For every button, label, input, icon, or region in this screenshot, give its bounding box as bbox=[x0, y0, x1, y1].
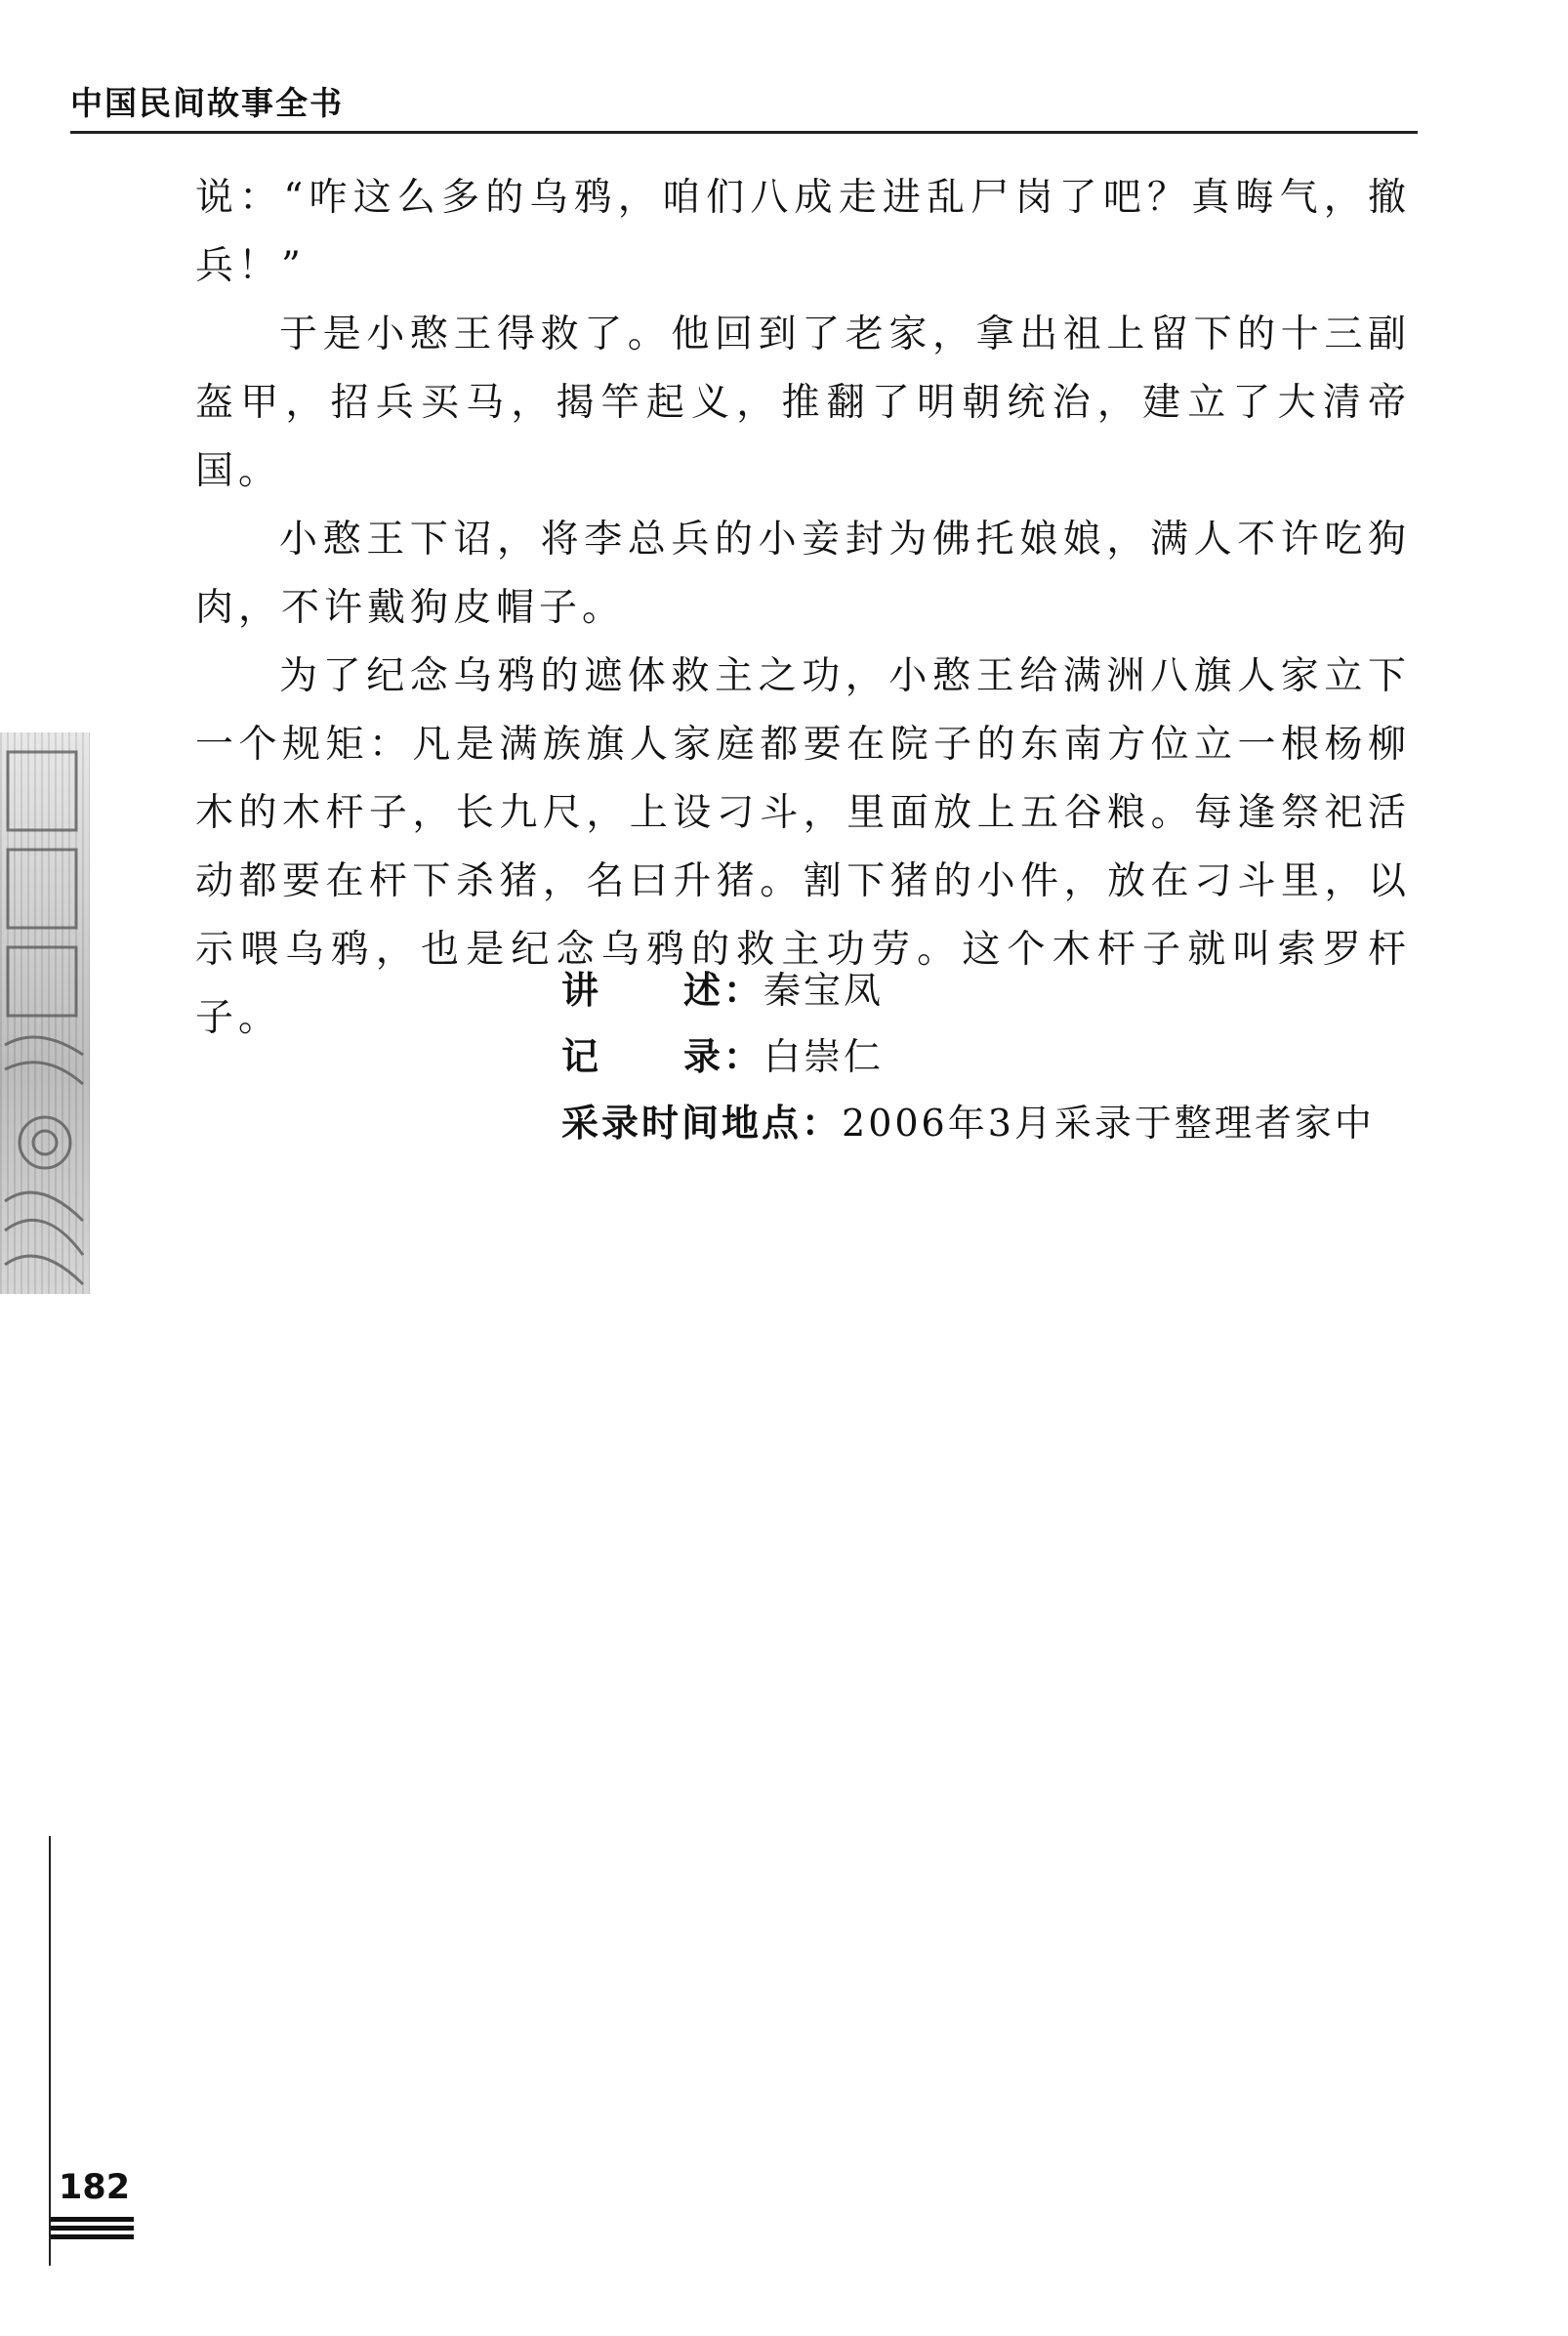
story-body bbox=[195, 164, 1411, 1053]
page-bar bbox=[51, 2226, 134, 2231]
header-rule bbox=[70, 131, 1418, 134]
story-paragraph-3: 小憨王下诏，将李总兵的小妾封为佛托娘娘，满人不许吃狗肉，不许戴狗皮帽子。 bbox=[195, 518, 1411, 630]
narrator-name: 秦宝凤 bbox=[763, 969, 885, 1012]
margin-line bbox=[49, 1836, 51, 2266]
decorative-pattern-icon bbox=[0, 732, 90, 1294]
page-bar bbox=[51, 2217, 134, 2222]
recorder-label-char-1: 记 bbox=[561, 1035, 599, 1078]
time-place-row bbox=[561, 1090, 1421, 1156]
page-number: 182 bbox=[59, 2168, 131, 2207]
narrator-label-char-2: 述： bbox=[683, 969, 764, 1012]
story-paragraph-4: 为了纪念乌鸦的遮体救主之功，小憨王给满洲八旗人家立下一个规矩：凡是满族旗人家庭都要在院子的东南方位立一根杨柳木的木杆子，长九尺，上设刁斗，里面放上五谷粮。每逢祭祀活动都要在杆下杀猪，名曰升猪。割下猪的小件，放在刁斗里，以示喂乌鸦，也是纪念乌鸦的救主功劳。这个木杆子就叫索罗杆子。 bbox=[195, 654, 1411, 1040]
story-paragraph-1: 说：“咋这么多的乌鸦，咱们八成走进乱尸岗了吧？真晦气，撤兵！” bbox=[195, 176, 1411, 288]
recorder-label-char-2: 录： bbox=[683, 1035, 764, 1078]
recorder-name: 白崇仁 bbox=[763, 1035, 885, 1078]
time-place-value: 2006年3月采录于整理者家中 bbox=[842, 1102, 1375, 1145]
page-bar bbox=[51, 2234, 134, 2239]
page-number-bars bbox=[51, 2217, 134, 2243]
side-decoration-image bbox=[0, 732, 90, 1294]
recorder-row bbox=[561, 1023, 1421, 1090]
time-place-label: 采录时间地点： bbox=[561, 1102, 843, 1145]
narrator-row bbox=[561, 957, 1421, 1023]
book-title-header: 中国民间故事全书 bbox=[70, 84, 344, 122]
narrator-label-char-1: 讲 bbox=[561, 969, 599, 1012]
story-paragraph-2: 于是小憨王得救了。他回到了老家，拿出祖上留下的十三副盔甲，招兵买马，揭竿起义，推翻了明朝统治，建立了大清帝国。 bbox=[195, 313, 1411, 493]
story-credits bbox=[561, 957, 1421, 1156]
